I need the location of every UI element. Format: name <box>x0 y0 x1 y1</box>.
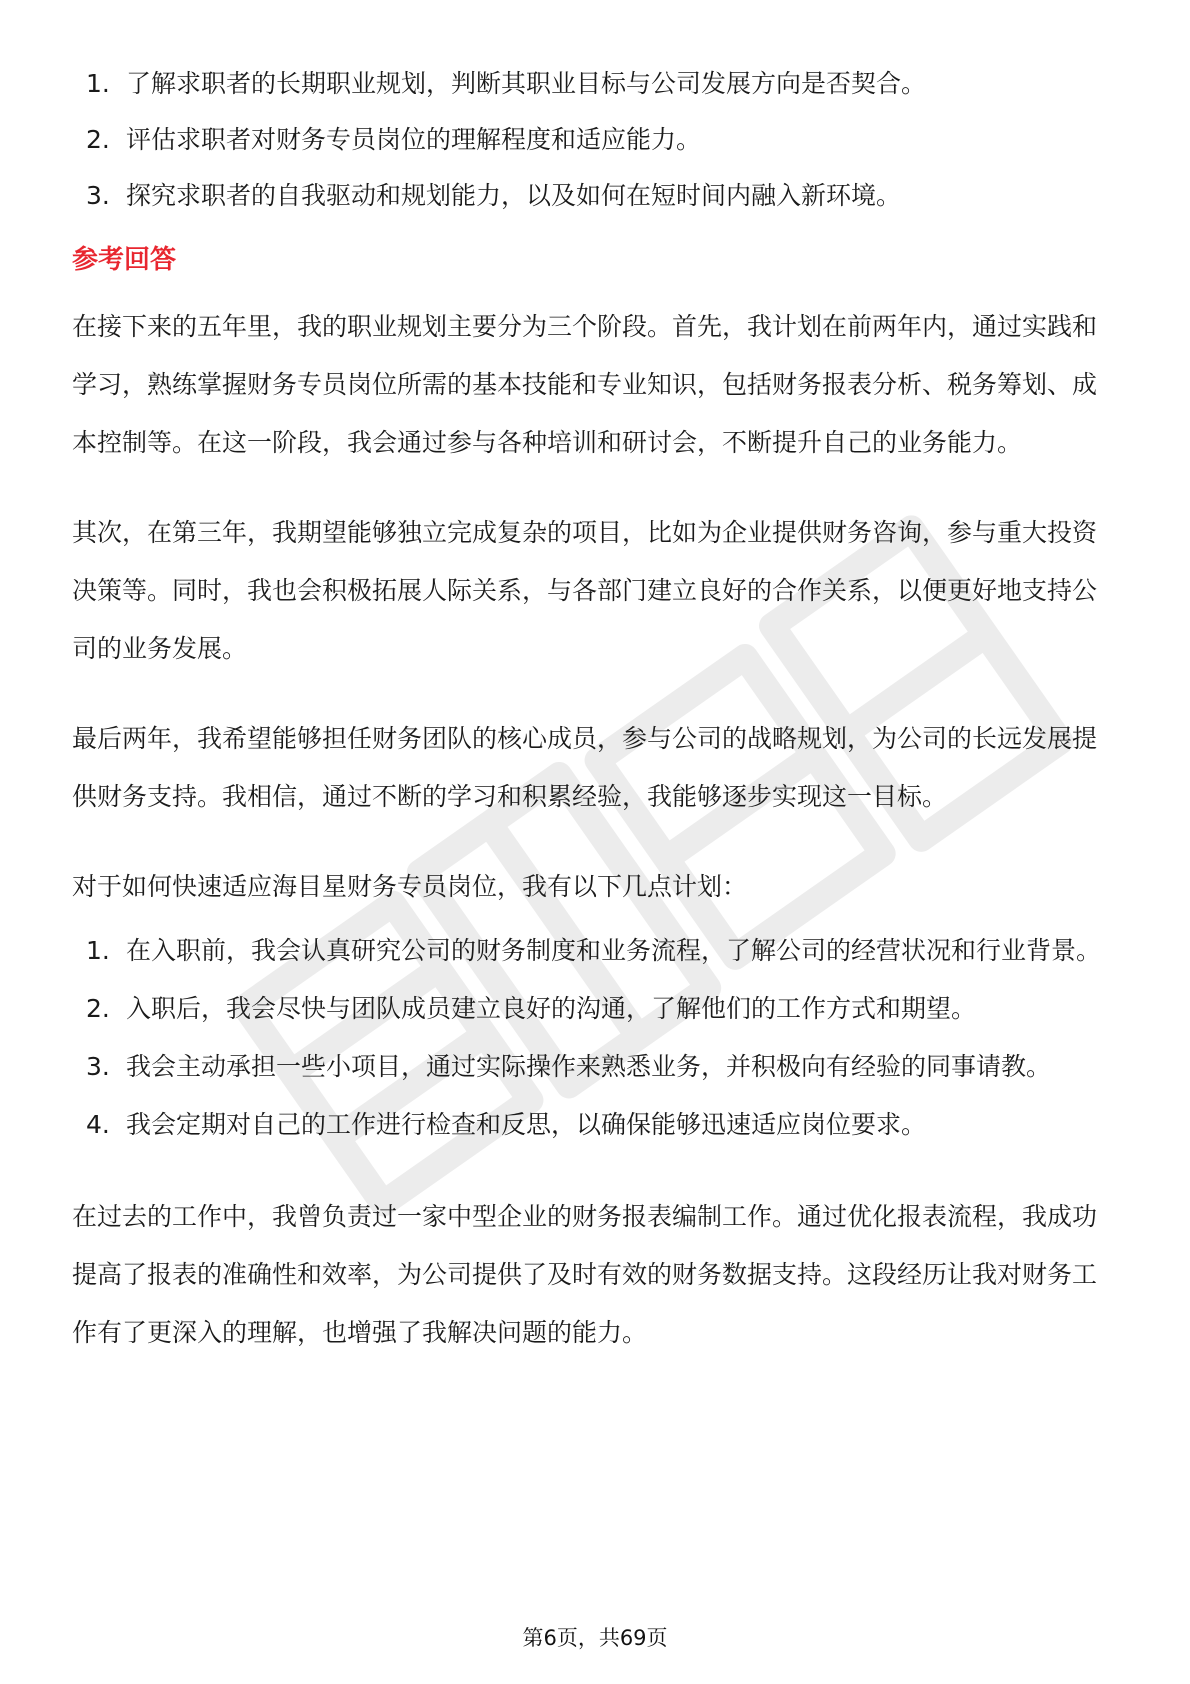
list-item <box>72 1038 1118 1096</box>
list-item-text: 了解求职者的长期职业规划，判断其职业目标与公司发展方向是否契合。 <box>126 69 927 98</box>
list-item-text: 我会定期对自己的工作进行检查和反思，以确保能够迅速适应岗位要求。 <box>126 1110 927 1139</box>
list-item-number: 1. <box>86 936 110 965</box>
list-item-text: 入职后，我会尽快与团队成员建立良好的沟通，了解他们的工作方式和期望。 <box>126 994 977 1023</box>
page-footer: 第6页，共69页 <box>522 1626 668 1650</box>
document-page <box>72 56 1118 1394</box>
list-item-number: 3. <box>86 181 110 210</box>
list-item <box>72 112 1118 168</box>
list-item-number: 4. <box>86 1110 110 1139</box>
answer-paragraph-2: 其次，在第三年，我期望能够独立完成复杂的项目，比如为企业提供财务咨询，参与重大投资决策等。同时，我也会积极拓展人际关系，与各部门建立良好的合作关系，以便更好地支持公司的业务发展。 <box>72 518 1098 663</box>
answer-paragraph-4: 对于如何快速适应海目星财务专员岗位，我有以下几点计划： <box>72 872 748 901</box>
list-item-text: 评估求职者对财务专员岗位的理解程度和适应能力。 <box>126 125 702 154</box>
intro-list <box>72 56 1118 224</box>
answer-paragraph-3: 最后两年，我希望能够担任财务团队的核心成员，参与公司的战略规划，为公司的长远发展提供财务支持。我相信，通过不断的学习和积累经验，我能够逐步实现这一目标。 <box>72 724 1098 811</box>
closing-paragraph: 在过去的工作中，我曾负责过一家中型企业的财务报表编制工作。通过优化报表流程，我成功提高了报表的准确性和效率，为公司提供了及时有效的财务数据支持。这段经历让我对财务工作有了更深入的理解，也增强了我解决问题的能力。 <box>72 1202 1098 1347</box>
list-item-number: 2. <box>86 994 110 1023</box>
list-item-text: 我会主动承担一些小项目，通过实际操作来熟悉业务，并积极向有经验的同事请教。 <box>126 1052 1052 1081</box>
list-item <box>72 168 1118 224</box>
list-item-number: 3. <box>86 1052 110 1081</box>
list-item-text: 在入职前，我会认真研究公司的财务制度和业务流程，了解公司的经营状况和行业背景。 <box>126 936 1102 965</box>
answer-paragraph-1: 在接下来的五年里，我的职业规划主要分为三个阶段。首先，我计划在前两年内，通过实践和学习，熟练掌握财务专员岗位所需的基本技能和专业知识，包括财务报表分析、税务筹划、成本控制等。在这一阶段，我会通过参与各种培训和研讨会，不断提升自己的业务能力。 <box>72 312 1098 457</box>
list-item-text: 探究求职者的自我驱动和规划能力，以及如何在短时间内融入新环境。 <box>126 181 902 210</box>
list-item <box>72 922 1118 980</box>
list-item <box>72 980 1118 1038</box>
list-item <box>72 56 1118 112</box>
plan-list <box>72 922 1118 1154</box>
list-item-number: 2. <box>86 125 110 154</box>
section-title: 参考回答 <box>72 245 177 275</box>
list-item <box>72 1096 1118 1154</box>
list-item-number: 1. <box>86 69 110 98</box>
